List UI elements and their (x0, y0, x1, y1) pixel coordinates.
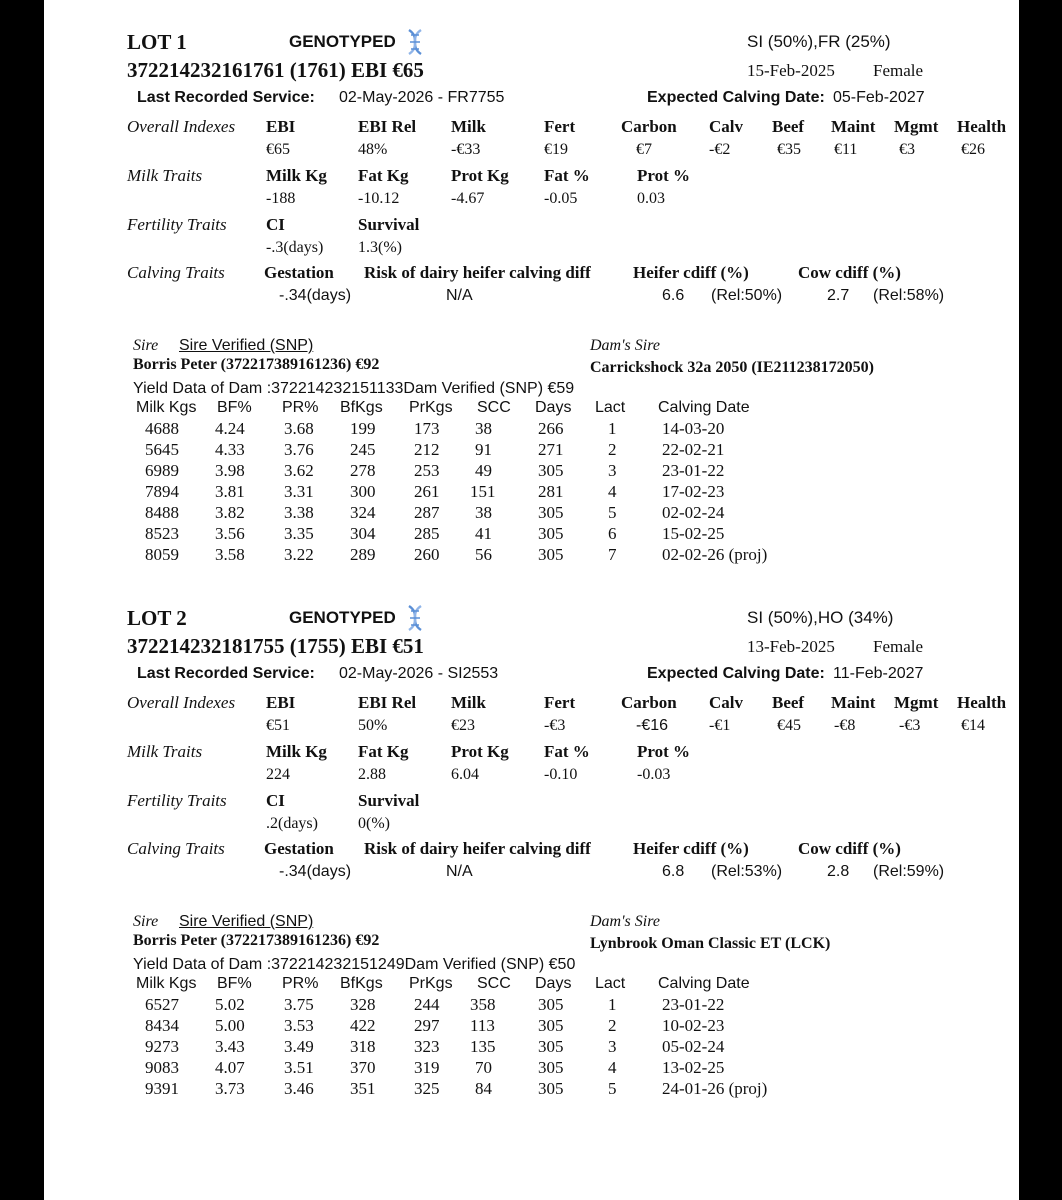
yield-cell: 323 (414, 1037, 440, 1056)
milk-header: Prot Kg (451, 166, 509, 185)
yield-cell: 305 (538, 1016, 564, 1035)
overall-header: Health (957, 117, 1007, 136)
yield-row (44, 1058, 744, 1079)
fertility-header: Survival (358, 215, 420, 234)
milk-header: Fat Kg (358, 742, 409, 761)
overall-header: Calv (709, 117, 743, 136)
milk-header: Fat % (544, 742, 590, 761)
yield-cell: 3.53 (284, 1016, 314, 1035)
yield-cell: 305 (538, 1037, 564, 1056)
calving-header: Risk of dairy heifer calving diff (364, 839, 591, 858)
calving-header: Cow cdiff (%) (798, 263, 901, 282)
calving-header: Gestation (264, 839, 334, 858)
yield-cell: 24-01-26 (proj) (662, 1079, 768, 1098)
yield-cell: 305 (538, 1058, 564, 1077)
yield-cell: 281 (538, 482, 564, 501)
overall-value: €11 (834, 141, 858, 158)
yield-cell: 5 (608, 1079, 617, 1098)
yield-cell: 7 (608, 545, 617, 564)
yield-cell: 3.68 (284, 419, 314, 438)
overall-value: €19 (544, 141, 568, 158)
yield-cell: 328 (350, 995, 376, 1014)
calving-header: Heifer cdiff (%) (633, 839, 749, 858)
yield-cell: 3.31 (284, 482, 314, 501)
overall-value: 48% (358, 141, 388, 158)
overall-header: EBI Rel (358, 693, 417, 712)
birth-date: 15-Feb-2025 (747, 61, 835, 80)
yield-cell: 23-01-22 (662, 461, 725, 480)
milk-value: 0.03 (637, 190, 665, 207)
yield-cell: 3.58 (215, 545, 245, 564)
overall-header: Milk (451, 693, 486, 712)
milk-header: Prot Kg (451, 742, 509, 761)
yield-data-label: Yield Data of Dam :372214232151133Dam Verified (SNP) €59 (133, 380, 575, 397)
birth-date: 13-Feb-2025 (747, 637, 835, 656)
sire-label: Sire (133, 337, 159, 354)
dams-sire-name: Lynbrook Oman Classic ET (LCK) (590, 935, 831, 952)
calving-header: Cow cdiff (%) (798, 839, 901, 858)
yield-cell: 3.76 (284, 440, 314, 459)
yield-cell: 6527 (145, 995, 179, 1014)
yield-cell: 289 (350, 545, 376, 564)
milk-value: 6.04 (451, 766, 479, 783)
milk-header: Fat % (544, 166, 590, 185)
yield-cell: 3.35 (284, 524, 314, 543)
yield-row (44, 440, 744, 461)
yield-cell: 253 (414, 461, 440, 480)
yield-cell: 244 (414, 995, 440, 1014)
lot-1 (44, 28, 1019, 564)
yield-cell: 358 (470, 995, 496, 1014)
yield-data-label: Yield Data of Dam :372214232151249Dam Verified (SNP) €50 (133, 956, 576, 973)
yield-cell: 02-02-24 (662, 503, 725, 522)
yield-cell: 199 (350, 419, 376, 438)
genotyped-label: GENOTYPED (289, 608, 396, 627)
milk-header: Prot % (637, 166, 691, 185)
fertility-value: 0(%) (358, 815, 390, 832)
yield-cell: 305 (538, 461, 564, 480)
yield-cell: 1 (608, 995, 617, 1014)
expected-calving-value: 05-Feb-2027 (833, 89, 925, 106)
yield-cell: 3.81 (215, 482, 245, 501)
overall-header: Fert (544, 117, 576, 136)
breed-composition: SI (50%),FR (25%) (747, 32, 891, 51)
calving-value: (Rel:53%) (711, 863, 783, 880)
expected-calving-label: Expected Calving Date: (647, 665, 825, 682)
milk-value: 2.88 (358, 766, 386, 783)
milk-header: Prot % (637, 742, 691, 761)
yield-cell: 17-02-23 (662, 482, 725, 501)
last-service-value: 02-May-2026 - SI2553 (339, 665, 499, 682)
yield-header: SCC (477, 975, 511, 992)
yield-row (44, 1079, 768, 1100)
dams-sire-label: Dam's Sire (590, 337, 660, 354)
yield-row (44, 1037, 744, 1058)
yield-cell: 70 (475, 1058, 492, 1077)
yield-cell: 5645 (145, 440, 179, 459)
yield-cell: 325 (414, 1079, 440, 1098)
yield-cell: 305 (538, 503, 564, 522)
yield-header: PrKgs (409, 975, 453, 992)
yield-cell: 22-02-21 (662, 440, 725, 459)
fertility-header: CI (266, 791, 285, 810)
fertility-traits-label: Fertility Traits (127, 215, 227, 234)
yield-header: Lact (595, 975, 626, 992)
overall-value: €14 (961, 717, 985, 734)
yield-cell: 56 (475, 545, 492, 564)
last-service-label: Last Recorded Service: (137, 89, 315, 106)
yield-cell: 4 (608, 1058, 617, 1077)
yield-cell: 10-02-23 (662, 1016, 725, 1035)
yield-cell: 324 (350, 503, 376, 522)
overall-value: 50% (358, 717, 388, 734)
expected-calving-label: Expected Calving Date: (647, 89, 825, 106)
yield-header: Calving Date (658, 975, 750, 992)
yield-cell: 7894 (145, 482, 179, 501)
yield-row (44, 1016, 744, 1037)
yield-cell: 305 (538, 524, 564, 543)
yield-cell: 05-02-24 (662, 1037, 725, 1056)
milk-value: -10.12 (358, 190, 400, 207)
yield-cell: 41 (475, 524, 492, 543)
yield-cell: 3.51 (284, 1058, 314, 1077)
calving-value: -.34(days) (279, 863, 352, 880)
overall-value: €35 (777, 141, 801, 158)
fertility-header: CI (266, 215, 285, 234)
yield-cell: 278 (350, 461, 376, 480)
yield-cell: 305 (538, 995, 564, 1014)
genotyped-label: GENOTYPED (289, 32, 396, 51)
yield-cell: 245 (350, 440, 376, 459)
overall-value: €26 (961, 141, 985, 158)
yield-cell: 297 (414, 1016, 440, 1035)
yield-cell: 14-03-20 (662, 419, 725, 438)
calving-value: 6.6 (662, 287, 685, 304)
calving-traits-label: Calving Traits (127, 263, 225, 282)
yield-cell: 3.43 (215, 1037, 245, 1056)
overall-value: €65 (266, 141, 290, 158)
yield-cell: 151 (470, 482, 496, 501)
overall-value: -€3 (544, 717, 566, 734)
overall-value: €51 (266, 717, 290, 734)
overall-indexes-label: Overall Indexes (127, 693, 236, 712)
yield-cell: 318 (350, 1037, 376, 1056)
calving-value: 6.8 (662, 863, 685, 880)
sex: Female (873, 61, 924, 80)
yield-cell: 3.49 (284, 1037, 314, 1056)
yield-cell: 370 (350, 1058, 376, 1077)
yield-cell: 271 (538, 440, 564, 459)
overall-header: Health (957, 693, 1007, 712)
yield-cell: 8488 (145, 503, 179, 522)
yield-cell: 4.33 (215, 440, 245, 459)
yield-header: Milk Kgs (136, 975, 197, 992)
yield-cell: 3.73 (215, 1079, 245, 1098)
yield-cell: 4688 (145, 419, 179, 438)
dams-sire-name: Carrickshock 32a 2050 (IE211238172050) (590, 359, 874, 376)
yield-cell: 9273 (145, 1037, 179, 1056)
yield-cell: 6 (608, 524, 617, 543)
overall-value: -€8 (834, 717, 856, 734)
yield-row (44, 503, 744, 524)
yield-cell: 5.02 (215, 995, 245, 1014)
yield-cell: 3.75 (284, 995, 314, 1014)
yield-cell: 135 (470, 1037, 496, 1056)
overall-value: -€3 (899, 717, 921, 734)
yield-cell: 6989 (145, 461, 179, 480)
yield-cell: 8523 (145, 524, 179, 543)
yield-cell: 4.07 (215, 1058, 245, 1077)
overall-value: -€2 (709, 141, 731, 158)
overall-header: Beef (772, 693, 805, 712)
yield-cell: 4.24 (215, 419, 245, 438)
calving-traits-label: Calving Traits (127, 839, 225, 858)
yield-cell: 212 (414, 440, 440, 459)
yield-cell: 9083 (145, 1058, 179, 1077)
overall-indexes-label: Overall Indexes (127, 117, 236, 136)
calving-value: (Rel:59%) (873, 863, 945, 880)
fertility-value: 1.3(%) (358, 239, 402, 256)
milk-value: -0.05 (544, 190, 578, 207)
overall-value: -€16 (636, 717, 669, 734)
yield-cell: 3.22 (284, 545, 314, 564)
overall-header: EBI (266, 117, 296, 136)
yield-cell: 300 (350, 482, 376, 501)
calving-header: Heifer cdiff (%) (633, 263, 749, 282)
yield-cell: 305 (538, 1079, 564, 1098)
last-service-label: Last Recorded Service: (137, 665, 315, 682)
yield-header: BF% (217, 975, 252, 992)
overall-header: Mgmt (894, 693, 939, 712)
yield-cell: 319 (414, 1058, 440, 1077)
yield-cell: 3.56 (215, 524, 245, 543)
catalogue-page (44, 0, 1019, 1200)
yield-cell: 5.00 (215, 1016, 245, 1035)
yield-cell: 3.62 (284, 461, 314, 480)
calving-value: N/A (446, 287, 473, 304)
sire-verified-link[interactable]: Sire Verified (SNP) (179, 913, 314, 930)
lot-label: LOT 1 (127, 30, 187, 54)
yield-cell: 8059 (145, 545, 179, 564)
calving-value: 2.8 (827, 863, 850, 880)
yield-cell: 173 (414, 419, 440, 438)
overall-header: Fert (544, 693, 576, 712)
genotyped-badge (289, 604, 426, 632)
yield-cell: 3.46 (284, 1079, 314, 1098)
overall-header: Maint (831, 117, 876, 136)
yield-cell: 260 (414, 545, 440, 564)
overall-header: Carbon (621, 693, 677, 712)
expected-calving-value: 11-Feb-2027 (833, 665, 924, 682)
overall-value: €7 (636, 141, 652, 158)
yield-cell: 304 (350, 524, 376, 543)
yield-header: Lact (595, 399, 626, 416)
genotyped-badge (289, 28, 426, 56)
dna-icon (404, 28, 426, 56)
overall-value: -€1 (709, 717, 731, 734)
yield-header: Days (535, 399, 572, 416)
sire-label: Sire (133, 913, 159, 930)
yield-cell: 2 (608, 1016, 617, 1035)
yield-cell: 305 (538, 545, 564, 564)
overall-header: EBI (266, 693, 296, 712)
milk-value: -0.03 (637, 766, 671, 783)
overall-value: €45 (777, 717, 801, 734)
yield-cell: 261 (414, 482, 440, 501)
calving-value: -.34(days) (279, 287, 352, 304)
yield-cell: 351 (350, 1079, 376, 1098)
fertility-value: -.3(days) (266, 239, 324, 256)
overall-value: €23 (451, 717, 475, 734)
sire-name: Borris Peter (372217389161236) €92 (133, 356, 380, 373)
yield-cell: 287 (414, 503, 440, 522)
overall-header: Carbon (621, 117, 677, 136)
sex: Female (873, 637, 924, 656)
milk-value: -188 (266, 190, 296, 207)
yield-row (44, 995, 744, 1016)
fertility-traits-label: Fertility Traits (127, 791, 227, 810)
yield-header: Calving Date (658, 399, 750, 416)
milk-value: -0.10 (544, 766, 578, 783)
yield-cell: 02-02-26 (proj) (662, 545, 768, 564)
lot-2 (44, 604, 1019, 1124)
fertility-value: .2(days) (266, 815, 318, 832)
yield-header: PR% (282, 399, 319, 416)
yield-cell: 84 (475, 1079, 492, 1098)
calving-header: Risk of dairy heifer calving diff (364, 263, 591, 282)
last-service-value: 02-May-2026 - FR7755 (339, 89, 505, 106)
yield-row (44, 419, 744, 440)
breed-composition: SI (50%),HO (34%) (747, 608, 894, 627)
yield-row (44, 482, 744, 503)
calving-header: Gestation (264, 263, 334, 282)
yield-header: BfKgs (340, 399, 383, 416)
overall-header: Milk (451, 117, 486, 136)
yield-cell: 15-02-25 (662, 524, 725, 543)
overall-header: Beef (772, 117, 805, 136)
yield-header: BfKgs (340, 975, 383, 992)
yield-header: BF% (217, 399, 252, 416)
yield-header: SCC (477, 399, 511, 416)
yield-header: Milk Kgs (136, 399, 197, 416)
yield-cell: 13-02-25 (662, 1058, 725, 1077)
overall-header: EBI Rel (358, 117, 417, 136)
yield-cell: 3 (608, 1037, 617, 1056)
overall-value: €3 (899, 141, 915, 158)
yield-cell: 9391 (145, 1079, 179, 1098)
yield-cell: 8434 (145, 1016, 179, 1035)
yield-cell: 266 (538, 419, 564, 438)
calving-value: N/A (446, 863, 473, 880)
dna-icon (404, 604, 426, 632)
calving-value: 2.7 (827, 287, 850, 304)
calving-value: (Rel:58%) (873, 287, 945, 304)
yield-header: PR% (282, 975, 319, 992)
yield-cell: 91 (475, 440, 492, 459)
overall-header: Mgmt (894, 117, 939, 136)
milk-traits-label: Milk Traits (127, 166, 203, 185)
yield-cell: 422 (350, 1016, 376, 1035)
milk-value: 224 (266, 766, 290, 783)
sire-verified-link[interactable]: Sire Verified (SNP) (179, 337, 314, 354)
yield-cell: 2 (608, 440, 617, 459)
fertility-header: Survival (358, 791, 420, 810)
yield-cell: 23-01-22 (662, 995, 725, 1014)
yield-cell: 285 (414, 524, 440, 543)
calving-value: (Rel:50%) (711, 287, 783, 304)
yield-row (44, 545, 768, 566)
yield-header: PrKgs (409, 399, 453, 416)
milk-header: Fat Kg (358, 166, 409, 185)
yield-cell: 3.82 (215, 503, 245, 522)
lot-label: LOT 2 (127, 606, 187, 630)
yield-cell: 38 (475, 503, 492, 522)
milk-header: Milk Kg (266, 742, 327, 761)
yield-row (44, 461, 744, 482)
animal-id-line: 372214232181755 (1755) EBI €51 (127, 634, 424, 658)
overall-header: Maint (831, 693, 876, 712)
yield-header: Days (535, 975, 572, 992)
overall-header: Calv (709, 693, 743, 712)
animal-id-line: 372214232161761 (1761) EBI €65 (127, 58, 424, 82)
yield-cell: 5 (608, 503, 617, 522)
yield-cell: 3 (608, 461, 617, 480)
yield-cell: 1 (608, 419, 617, 438)
yield-cell: 3.98 (215, 461, 245, 480)
dams-sire-label: Dam's Sire (590, 913, 660, 930)
milk-value: -4.67 (451, 190, 485, 207)
milk-header: Milk Kg (266, 166, 327, 185)
yield-cell: 38 (475, 419, 492, 438)
sire-name: Borris Peter (372217389161236) €92 (133, 932, 380, 949)
yield-cell: 4 (608, 482, 617, 501)
yield-cell: 113 (470, 1016, 495, 1035)
yield-cell: 49 (475, 461, 492, 480)
overall-value: -€33 (451, 141, 481, 158)
milk-traits-label: Milk Traits (127, 742, 203, 761)
yield-cell: 3.38 (284, 503, 314, 522)
yield-row (44, 524, 744, 545)
